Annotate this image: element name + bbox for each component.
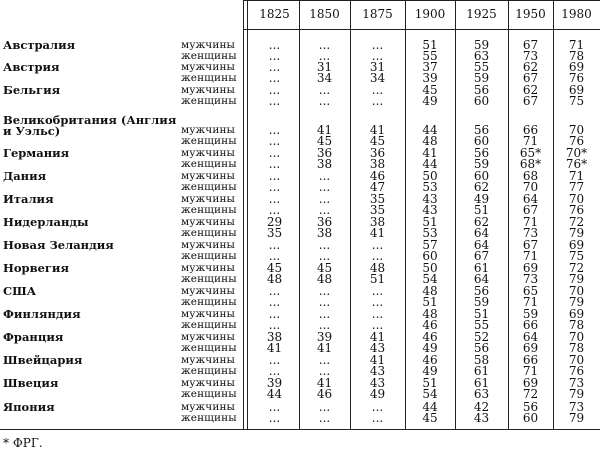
value-cell: 36 xyxy=(369,146,386,160)
sex-label: женщины xyxy=(181,226,237,239)
country-name: Финляндия xyxy=(3,307,81,321)
value-cell: ... xyxy=(268,353,281,367)
sex-label: мужчины xyxy=(181,216,235,228)
value-cell: 41 xyxy=(369,353,386,367)
value-cell: 51 xyxy=(422,215,438,229)
value-cell: 51 xyxy=(422,294,438,309)
value-cell: 72 xyxy=(568,261,585,275)
value-cell: 70 xyxy=(568,123,585,137)
value-cell: 60 xyxy=(473,133,490,148)
value-cell: 48 xyxy=(266,271,283,286)
value-cell: ... xyxy=(268,70,281,85)
value-cell: 44 xyxy=(422,123,438,137)
value-cell: 67 xyxy=(522,238,539,252)
value-cell: ... xyxy=(268,248,281,263)
value-cell: 70 xyxy=(568,192,585,206)
value-cell: ... xyxy=(318,400,331,414)
value-cell: 47 xyxy=(369,179,386,194)
value-cell: 38 xyxy=(266,330,283,344)
value-cell: 29 xyxy=(266,215,283,229)
value-cell: 68* xyxy=(519,156,542,171)
value-cell: ... xyxy=(371,410,384,425)
value-cell: 53 xyxy=(422,179,438,194)
country-name: Австрия xyxy=(3,60,60,74)
value-cell: 48 xyxy=(422,133,438,148)
value-cell: 79 xyxy=(568,410,585,425)
value-cell: 69 xyxy=(522,376,539,390)
country-name: Германия xyxy=(3,146,70,160)
value-cell: 67 xyxy=(522,70,539,85)
country-name: Франция xyxy=(3,330,64,344)
value-cell: 53 xyxy=(422,225,438,240)
sex-label: мужчины xyxy=(181,401,235,413)
value-cell: 79 xyxy=(568,225,585,240)
sex-label: мужчины xyxy=(181,354,235,366)
value-cell: 71 xyxy=(522,133,539,148)
value-cell: 77 xyxy=(568,179,585,194)
value-cell: 45 xyxy=(422,83,438,97)
value-cell: 75 xyxy=(568,93,585,108)
value-cell: 64 xyxy=(522,192,539,206)
sex-label: мужчины xyxy=(181,193,235,205)
year-header: 1950 xyxy=(515,7,546,21)
year-header: 1980 xyxy=(561,7,592,21)
value-cell: 39 xyxy=(266,376,283,390)
value-cell: 69 xyxy=(568,83,585,97)
sex-label: мужчины xyxy=(181,170,235,182)
value-cell: ... xyxy=(371,284,384,298)
value-cell: ... xyxy=(318,169,331,183)
value-cell: 38 xyxy=(369,156,386,171)
value-cell: 55 xyxy=(473,317,490,332)
value-cell: 48 xyxy=(422,307,438,321)
value-cell: 75 xyxy=(568,248,585,263)
value-cell: 62 xyxy=(522,60,539,74)
value-cell: ... xyxy=(318,38,331,52)
value-cell: ... xyxy=(371,83,384,97)
year-header: 1900 xyxy=(414,7,446,21)
value-cell: 41 xyxy=(316,376,333,390)
value-cell: 43 xyxy=(422,202,438,217)
value-cell: 56 xyxy=(473,83,490,97)
value-cell: ... xyxy=(371,238,384,252)
sex-label: женщины xyxy=(181,272,237,285)
value-cell: ... xyxy=(318,93,331,108)
value-cell: 71 xyxy=(522,294,539,309)
value-cell: 73 xyxy=(522,271,539,286)
value-cell: ... xyxy=(318,353,331,367)
value-cell: ... xyxy=(268,123,281,137)
value-cell: 56 xyxy=(473,123,490,137)
sex-label: женщины xyxy=(181,180,237,193)
value-cell: ... xyxy=(268,202,281,217)
value-cell: 49 xyxy=(422,93,438,108)
value-cell: 48 xyxy=(422,284,438,298)
value-cell: 38 xyxy=(316,225,333,240)
country-name: Швеция xyxy=(3,376,59,390)
value-cell: ... xyxy=(371,307,384,321)
value-cell: ... xyxy=(268,83,281,97)
value-cell: 70 xyxy=(568,353,585,367)
value-cell: 44 xyxy=(266,386,283,401)
value-cell: 58 xyxy=(473,353,490,367)
value-cell: 43 xyxy=(422,192,438,206)
value-cell: 69 xyxy=(522,261,539,275)
value-cell: 59 xyxy=(473,294,490,309)
table-top-rule xyxy=(243,0,600,1)
value-cell: 63 xyxy=(473,386,490,401)
country-name: Австралия xyxy=(3,38,76,52)
value-cell: 59 xyxy=(473,38,490,52)
value-cell: 60 xyxy=(473,169,490,183)
value-cell: 73 xyxy=(568,376,585,390)
sex-label: женщины xyxy=(181,364,237,377)
value-cell: 51 xyxy=(473,307,490,321)
sex-label: женщины xyxy=(181,49,237,62)
value-cell: 46 xyxy=(316,386,333,401)
value-cell: 69 xyxy=(568,307,585,321)
value-cell: 41 xyxy=(369,330,386,344)
value-cell: ... xyxy=(318,248,331,263)
value-cell: 65* xyxy=(519,146,542,160)
sex-label: женщины xyxy=(181,341,237,354)
value-cell: 41 xyxy=(266,340,283,355)
sex-label: мужчины xyxy=(181,39,235,51)
value-cell: ... xyxy=(318,363,331,378)
value-cell: ... xyxy=(268,400,281,414)
value-cell: 79 xyxy=(568,271,585,286)
value-cell: 51 xyxy=(369,271,386,286)
sex-label: мужчины xyxy=(181,331,235,343)
year-header: 1925 xyxy=(466,7,497,21)
value-cell: 66 xyxy=(522,317,539,332)
value-cell: ... xyxy=(318,192,331,206)
value-cell: 78 xyxy=(568,340,585,355)
value-cell: 70* xyxy=(565,146,588,160)
value-cell: 38 xyxy=(369,215,386,229)
value-cell: 36 xyxy=(316,146,333,160)
value-cell: 76 xyxy=(568,202,585,217)
sex-label: мужчины xyxy=(181,308,235,320)
value-cell: ... xyxy=(268,48,281,63)
value-cell: 35 xyxy=(369,192,386,206)
value-cell: ... xyxy=(371,248,384,263)
value-cell: 66 xyxy=(522,123,539,137)
value-cell: 69 xyxy=(568,238,585,252)
value-cell: 59 xyxy=(522,307,539,321)
value-cell: ... xyxy=(268,156,281,171)
value-cell: 45 xyxy=(266,261,283,275)
country-name: Новая Зеландия xyxy=(3,238,114,252)
value-cell: 45 xyxy=(422,410,438,425)
value-cell: 67 xyxy=(522,93,539,108)
value-cell: ... xyxy=(268,179,281,194)
value-cell: 71 xyxy=(522,363,539,378)
value-cell: ... xyxy=(371,48,384,63)
value-cell: 78 xyxy=(568,48,585,63)
value-cell: 35 xyxy=(369,202,386,217)
value-cell: 39 xyxy=(316,330,333,344)
value-cell: 61 xyxy=(473,363,490,378)
header-rule xyxy=(243,29,600,30)
value-cell: 64 xyxy=(473,271,490,286)
value-cell: 79 xyxy=(568,294,585,309)
value-cell: 62 xyxy=(473,179,490,194)
value-cell: 56 xyxy=(473,146,490,160)
value-cell: 46 xyxy=(422,330,438,344)
value-cell: 41 xyxy=(422,146,438,160)
year-header: 1825 xyxy=(259,7,290,21)
table-bottom-rule xyxy=(0,429,600,430)
value-cell: 76 xyxy=(568,363,585,378)
value-cell: 70 xyxy=(522,179,539,194)
value-cell: 71 xyxy=(568,169,585,183)
value-cell: 69 xyxy=(522,340,539,355)
value-cell: 51 xyxy=(422,38,438,52)
value-cell: ... xyxy=(318,48,331,63)
value-cell: 69 xyxy=(568,60,585,74)
sex-label: мужчины xyxy=(181,147,235,159)
value-cell: 73 xyxy=(522,48,539,63)
value-cell: ... xyxy=(268,169,281,183)
value-cell: ... xyxy=(268,192,281,206)
value-cell: 43 xyxy=(473,410,490,425)
value-cell: 63 xyxy=(473,48,490,63)
value-cell: ... xyxy=(318,284,331,298)
value-cell: 38 xyxy=(316,156,333,171)
value-cell: 41 xyxy=(369,123,386,137)
value-cell: ... xyxy=(371,317,384,332)
value-cell: 54 xyxy=(422,271,438,286)
value-cell: 46 xyxy=(422,353,438,367)
year-header: 1850 xyxy=(309,7,340,21)
value-cell: 60 xyxy=(422,248,438,263)
value-cell: ... xyxy=(371,93,384,108)
value-cell: 71 xyxy=(522,248,539,263)
value-cell: 68 xyxy=(522,169,539,183)
value-cell: ... xyxy=(371,400,384,414)
value-cell: 39 xyxy=(422,70,438,85)
sex-label: женщины xyxy=(181,203,237,216)
value-cell: 34 xyxy=(316,70,333,85)
sex-label: женщины xyxy=(181,94,237,107)
value-cell: ... xyxy=(268,238,281,252)
value-cell: 51 xyxy=(473,202,490,217)
value-cell: 65 xyxy=(522,284,539,298)
value-cell: ... xyxy=(318,410,331,425)
country-name: Швейцария xyxy=(3,353,83,367)
country-name: Норвегия xyxy=(3,261,69,275)
value-cell: 52 xyxy=(473,330,490,344)
value-cell: 45 xyxy=(316,133,333,148)
country-name: Великобритания (Англия xyxy=(3,113,177,127)
value-cell: ... xyxy=(268,363,281,378)
value-cell: ... xyxy=(318,238,331,252)
value-cell: 76* xyxy=(565,156,588,171)
value-cell: 64 xyxy=(522,330,539,344)
value-cell: 50 xyxy=(422,261,438,275)
value-cell: ... xyxy=(318,317,331,332)
sex-label: мужчины xyxy=(181,84,235,96)
value-cell: ... xyxy=(268,307,281,321)
value-cell: 43 xyxy=(369,340,386,355)
sex-label: женщины xyxy=(181,71,237,84)
value-cell: ... xyxy=(268,93,281,108)
value-cell: 56 xyxy=(522,400,539,414)
value-cell: 56 xyxy=(473,340,490,355)
sex-label: мужчины xyxy=(181,61,235,73)
value-cell: 62 xyxy=(473,215,490,229)
value-cell: 45 xyxy=(369,133,386,148)
value-cell: 31 xyxy=(316,60,333,74)
value-cell: 59 xyxy=(473,156,490,171)
value-cell: ... xyxy=(318,294,331,309)
stub-divider-2 xyxy=(247,0,248,429)
value-cell: 45 xyxy=(316,261,333,275)
value-cell: 62 xyxy=(522,83,539,97)
value-cell: 49 xyxy=(369,386,386,401)
value-cell: 60 xyxy=(522,410,539,425)
value-cell: 64 xyxy=(473,238,490,252)
sex-label: мужчины xyxy=(181,377,235,389)
country-name: Бельгия xyxy=(3,83,61,97)
value-cell: 54 xyxy=(422,386,438,401)
value-cell: ... xyxy=(371,294,384,309)
value-cell: 57 xyxy=(422,238,438,252)
value-cell: 78 xyxy=(568,317,585,332)
value-cell: 48 xyxy=(369,261,386,275)
country-name: Дания xyxy=(3,169,47,183)
value-cell: 49 xyxy=(422,363,438,378)
sex-label: мужчины xyxy=(181,239,235,251)
value-cell: ... xyxy=(268,133,281,148)
value-cell: 49 xyxy=(473,192,490,206)
value-cell: 60 xyxy=(473,93,490,108)
sex-label: женщины xyxy=(181,134,237,147)
value-cell: 76 xyxy=(568,70,585,85)
sex-label: мужчины xyxy=(181,124,235,136)
value-cell: 36 xyxy=(316,215,333,229)
sex-label: женщины xyxy=(181,249,237,262)
value-cell: 76 xyxy=(568,133,585,148)
value-cell: 72 xyxy=(568,215,585,229)
value-cell: 70 xyxy=(568,330,585,344)
value-cell: 42 xyxy=(473,400,490,414)
value-cell: ... xyxy=(268,60,281,74)
value-cell: 55 xyxy=(422,48,438,63)
country-name: Италия xyxy=(3,192,54,206)
value-cell: 73 xyxy=(568,400,585,414)
value-cell: 70 xyxy=(568,284,585,298)
value-cell: ... xyxy=(268,38,281,52)
value-cell: 46 xyxy=(422,317,438,332)
value-cell: 46 xyxy=(369,169,386,183)
value-cell: 35 xyxy=(266,225,283,240)
value-cell: ... xyxy=(268,410,281,425)
country-name: США xyxy=(3,284,37,298)
sex-label: мужчины xyxy=(181,285,235,297)
value-cell: 51 xyxy=(422,376,438,390)
sex-label: женщины xyxy=(181,318,237,331)
value-cell: 61 xyxy=(473,376,490,390)
value-cell: 64 xyxy=(473,225,490,240)
sex-label: женщины xyxy=(181,411,237,424)
value-cell: 48 xyxy=(316,271,333,286)
value-cell: 67 xyxy=(522,38,539,52)
sex-label: женщины xyxy=(181,387,237,400)
value-cell: 34 xyxy=(369,70,386,85)
value-cell: 49 xyxy=(422,340,438,355)
stub-divider xyxy=(243,0,244,429)
value-cell: 79 xyxy=(568,386,585,401)
value-cell: 37 xyxy=(422,60,438,74)
value-cell: 66 xyxy=(522,353,539,367)
value-cell: 61 xyxy=(473,261,490,275)
value-cell: ... xyxy=(371,38,384,52)
value-cell: 43 xyxy=(369,363,386,378)
value-cell: 44 xyxy=(422,400,438,414)
value-cell: ... xyxy=(268,146,281,160)
value-cell: 56 xyxy=(473,284,490,298)
value-cell: 31 xyxy=(369,60,386,74)
value-cell: ... xyxy=(318,307,331,321)
year-header: 1875 xyxy=(362,7,393,21)
value-cell: 59 xyxy=(473,70,490,85)
value-cell: 50 xyxy=(422,169,438,183)
footnote: * ФРГ. xyxy=(3,436,43,450)
value-cell: 71 xyxy=(568,38,585,52)
country-name: и Уэльс) xyxy=(3,124,61,139)
value-cell: ... xyxy=(318,179,331,194)
value-cell: 73 xyxy=(522,225,539,240)
value-cell: ... xyxy=(318,83,331,97)
value-cell: 41 xyxy=(316,123,333,137)
value-cell: ... xyxy=(268,284,281,298)
value-cell: 67 xyxy=(522,202,539,217)
value-cell: ... xyxy=(318,202,331,217)
value-cell: ... xyxy=(268,317,281,332)
country-name: Нидерланды xyxy=(3,215,89,229)
sex-label: женщины xyxy=(181,157,237,170)
sex-label: женщины xyxy=(181,295,237,308)
value-cell: 44 xyxy=(422,156,438,171)
value-cell: 41 xyxy=(369,225,386,240)
value-cell: 55 xyxy=(473,60,490,74)
value-cell: ... xyxy=(268,294,281,309)
value-cell: 41 xyxy=(316,340,333,355)
value-cell: 72 xyxy=(522,386,539,401)
country-name: Япония xyxy=(3,400,55,414)
value-cell: 67 xyxy=(473,248,490,263)
value-cell: 43 xyxy=(369,376,386,390)
value-cell: 71 xyxy=(522,215,539,229)
sex-label: мужчины xyxy=(181,262,235,274)
